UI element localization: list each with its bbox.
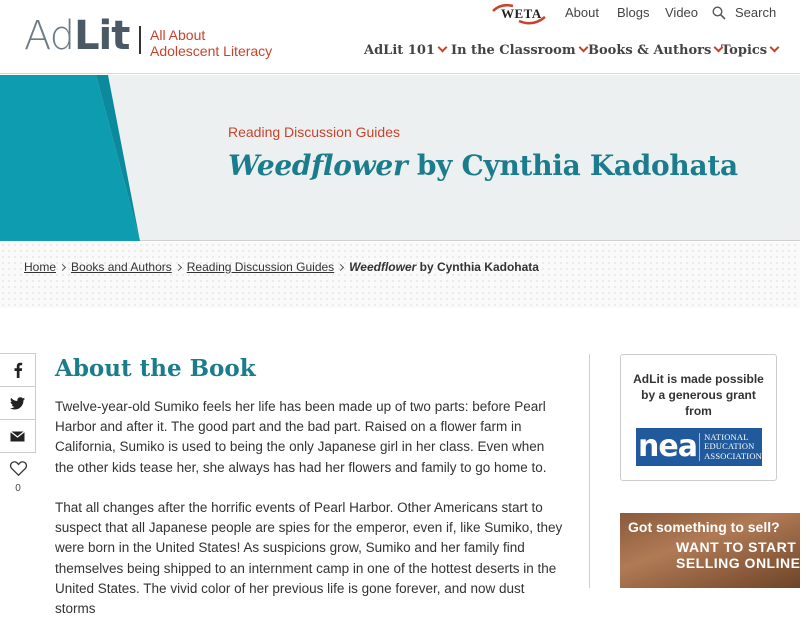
ad-headline: Got something to sell? — [628, 519, 780, 535]
nav-in-the-classroom[interactable]: In the Classroom — [451, 43, 587, 58]
share-twitter-button[interactable] — [0, 386, 36, 420]
video-link[interactable]: Video — [665, 5, 699, 20]
chevron-right-icon — [337, 264, 344, 271]
nav-books-authors[interactable]: Books & Authors — [588, 43, 722, 58]
like-button[interactable] — [0, 453, 36, 494]
twitter-icon — [10, 397, 25, 410]
blogs-link[interactable]: Blogs — [617, 5, 650, 20]
advertisement[interactable] — [620, 513, 810, 588]
weta-logo[interactable]: WETA — [501, 6, 542, 21]
share-facebook-button[interactable] — [0, 353, 36, 387]
search-icon[interactable] — [712, 6, 726, 20]
heart-icon — [10, 461, 27, 476]
site-tagline: All About Adolescent Literacy — [150, 27, 273, 59]
hero-banner — [0, 75, 800, 241]
grant-text: AdLit is made possible by a generous grant from — [633, 372, 764, 418]
share-email-button[interactable] — [0, 419, 36, 453]
chevron-right-icon — [175, 264, 182, 271]
about-link[interactable]: About — [565, 5, 599, 20]
email-icon — [10, 431, 25, 442]
hero-kicker[interactable]: Reading Discussion Guides — [228, 124, 400, 140]
chevron-down-icon — [770, 43, 780, 53]
column-divider — [589, 354, 590, 588]
article-paragraph: Twelve-year-old Sumiko feels her life has been made up of two parts: before Pearl Harbor and after it. The good part and the bad part. Raised on a flower farm in California, Sumiko is used to being the only Japanese girl in her class. Even when the other kids tease her, she always has had her flowers and family to go home to. — [55, 399, 547, 475]
nav-topics[interactable]: Topics — [721, 43, 778, 58]
share-bar — [0, 354, 36, 494]
adlit-logo[interactable]: AdLit — [24, 13, 130, 59]
ad-subheadline: WANT TO START SELLING ONLINE? — [676, 539, 810, 571]
chevron-down-icon — [578, 43, 588, 53]
page-title: Weedflower by Cynthia Kadohata — [228, 149, 738, 182]
search-link[interactable]: Search — [735, 5, 777, 20]
breadcrumb — [24, 260, 539, 274]
breadcrumb-home[interactable]: Home — [24, 260, 57, 274]
grant-box — [620, 354, 777, 481]
chevron-down-icon — [437, 43, 447, 53]
site-header — [0, 0, 800, 74]
facebook-icon — [11, 362, 25, 378]
nav-adlit-101[interactable]: AdLit 101 — [364, 43, 446, 58]
section-title: About the Book — [55, 355, 256, 382]
nea-logo[interactable]: nea NATIONAL EDUCATION ASSOCIATION — [636, 428, 762, 466]
like-count: 0 — [15, 483, 21, 494]
logo-divider — [139, 26, 141, 54]
breadcrumb-discussion-guides[interactable]: Reading Discussion Guides — [186, 260, 335, 274]
chevron-right-icon — [59, 264, 66, 271]
breadcrumb-books-authors[interactable]: Books and Authors — [71, 260, 172, 274]
breadcrumb-current: Weedflower by Cynthia Kadohata — [349, 260, 539, 274]
article-paragraph: That all changes after the horrific events of Pearl Harbor. Other Americans start to suspect that all Japanese people are spies for the emperor, even if, like Sumiko, they were born in the United States! As suspicions grow, Sumiko and her family find themselves being shipped to an internment camp in one of the hottest deserts in the United States. The vivid color of her previous life is gone forever, and now dust storms — [55, 500, 563, 617]
breadcrumb-band — [0, 242, 800, 308]
